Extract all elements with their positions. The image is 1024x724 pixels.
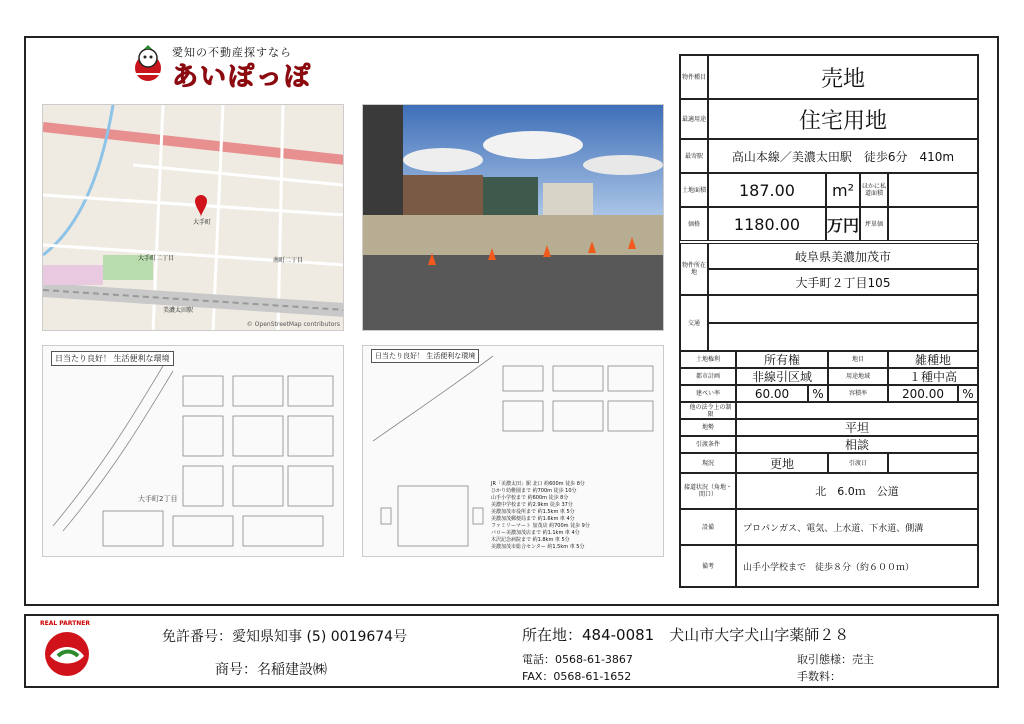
- road-label: 接道状況（角地・間口）: [680, 473, 736, 509]
- property-info-table: [679, 54, 979, 588]
- nearby-item: 美濃加茂郵便局まで 約1.6km 車 4分: [491, 516, 575, 522]
- survey-map-1: [42, 345, 344, 557]
- delivery-cond-label: 引渡条件: [680, 436, 736, 453]
- area-unit: m²: [826, 173, 860, 207]
- far-label: 容積率: [828, 385, 888, 402]
- remarks-label: 備考: [680, 545, 736, 587]
- far-value: 200.00: [888, 385, 958, 402]
- other-restrictions-label: 他の法令上の制限: [680, 402, 736, 419]
- nearby-item: 木沢記念病院まで 約1.8km 車 5分: [491, 537, 570, 543]
- deal-type: 取引態様：売主: [797, 653, 874, 666]
- survey-map-2: [362, 345, 664, 557]
- nearby-item: 山手小学校まで 約600m 徒歩 8分: [491, 495, 569, 501]
- real-partner-badge: REAL PARTNER: [40, 620, 90, 627]
- status-label: 現況: [680, 453, 736, 473]
- nearby-list: [491, 481, 661, 551]
- type-label: 物件種目: [680, 55, 708, 99]
- chimoku-label: 地目: [828, 351, 888, 368]
- survey1-note: 日当たり良好！ 生活便利な環境: [51, 351, 174, 366]
- map-attribution: © OpenStreetMap contributors: [246, 321, 340, 328]
- nearby-item: 美濃中学校まで 約2.9km 徒歩 37分: [491, 502, 573, 508]
- delivery-cond-value: 相談: [736, 436, 978, 453]
- mascot-icon: [128, 44, 168, 84]
- traffic-value-2: [708, 323, 978, 351]
- nearby-item: JR「美濃太田」駅 北口 約600m 徒歩 8分: [491, 481, 585, 487]
- agency-phone: 電話：0568-61-3867: [522, 653, 633, 666]
- road-value: 北 6.0ｍ 公道: [736, 473, 978, 509]
- traffic-label: 交通: [680, 295, 708, 351]
- agency-fax: FAX：0568-61-1652: [522, 670, 632, 683]
- coverage-label: 建ぺい率: [680, 385, 736, 402]
- city-plan-label: 都市計画: [680, 368, 736, 385]
- price-value: 1180.00: [708, 207, 826, 241]
- rights-value: 所有権: [736, 351, 828, 368]
- chimoku-value: 雑種地: [888, 351, 978, 368]
- nearby-item: バロー美濃加茂店まで 約1.1km 車 4分: [491, 530, 580, 536]
- facilities-label: 設備: [680, 509, 736, 545]
- survey1-graphic: [43, 346, 344, 557]
- delivery-date-value: [888, 453, 978, 473]
- logo-tagline: 愛知の不動産探すなら: [172, 46, 292, 59]
- nearby-item: 美濃加茂市役所まで 約1.5km 車 5分: [491, 509, 575, 515]
- agency-location: 所在地：484-0081 犬山市大字犬山字薬師２８: [522, 626, 850, 644]
- far-unit: %: [958, 385, 978, 402]
- status-value: 更地: [736, 453, 828, 473]
- tsubo-value: [888, 207, 978, 241]
- area-label: 土地面積: [680, 173, 708, 207]
- area-value: 187.00: [708, 173, 826, 207]
- terrain-value: 平坦: [736, 419, 978, 436]
- nearby-item: ファミリーマート 加茂店 約700m 徒歩 9分: [491, 523, 590, 529]
- real-partner-logo-icon: [38, 622, 96, 680]
- address-label: 物件所在地: [680, 243, 708, 295]
- station-label: 最寄駅: [680, 139, 708, 173]
- nearby-item: ひかり幼稚園まで 約700m 徒歩 10分: [491, 488, 577, 494]
- remarks-value: 山手小学校まで 徒歩８分（約６００ｍ）: [736, 545, 978, 587]
- delivery-date-label: 引渡日: [828, 453, 888, 473]
- use-value: 住宅用地: [708, 99, 978, 139]
- map-label-otemachi: 大手町二丁目: [138, 255, 175, 262]
- tsubo-label: 坪単価: [860, 207, 888, 241]
- private-road-label: ほかに私道面積: [860, 173, 888, 207]
- other-restrictions-value: [736, 402, 978, 419]
- station-value: 高山本線／美濃太田駅 徒歩6分 410m: [708, 139, 978, 173]
- photo-graphic: [363, 105, 664, 331]
- location-map: [42, 104, 344, 331]
- site-photo: [362, 104, 664, 331]
- trade-name: 商号：名稲建設㈱: [215, 662, 327, 678]
- logo-wordmark: あいぽっぽ: [172, 62, 313, 92]
- zoning-value: １種中高: [888, 368, 978, 385]
- use-label: 最適用途: [680, 99, 708, 139]
- map-label-area: 大手町: [193, 219, 212, 226]
- city-plan-value: 非線引区域: [736, 368, 828, 385]
- fee: 手数料：: [797, 670, 841, 683]
- map-label-minami: 南町二丁目: [273, 257, 304, 264]
- rights-label: 土地権利: [680, 351, 736, 368]
- address-line2: 大手町２丁目105: [708, 269, 978, 295]
- price-label: 価格: [680, 207, 708, 241]
- zoning-label: 用途地域: [828, 368, 888, 385]
- address-line1: 岐阜県美濃加茂市: [708, 243, 978, 269]
- survey1-label: 大手町2丁目: [138, 495, 178, 503]
- map-label-station: 美濃太田駅: [163, 307, 194, 314]
- type-value: 売地: [708, 55, 978, 99]
- coverage-unit: %: [808, 385, 828, 402]
- facilities-value: プロパンガス、電気、上水道、下水道、側溝: [736, 509, 978, 545]
- traffic-value: [708, 295, 978, 323]
- nearby-item: 美濃加茂市総合センター 約1.5km 車 5分: [491, 544, 585, 550]
- terrain-label: 地勢: [680, 419, 736, 436]
- license-number: 免許番号：愛知県知事 (5) 0019674号: [162, 629, 408, 645]
- price-unit: 万円: [826, 207, 860, 241]
- private-road-value: [888, 173, 978, 207]
- survey2-note: 日当たり良好！ 生活便利な環境: [371, 349, 479, 363]
- coverage-value: 60.00: [736, 385, 808, 402]
